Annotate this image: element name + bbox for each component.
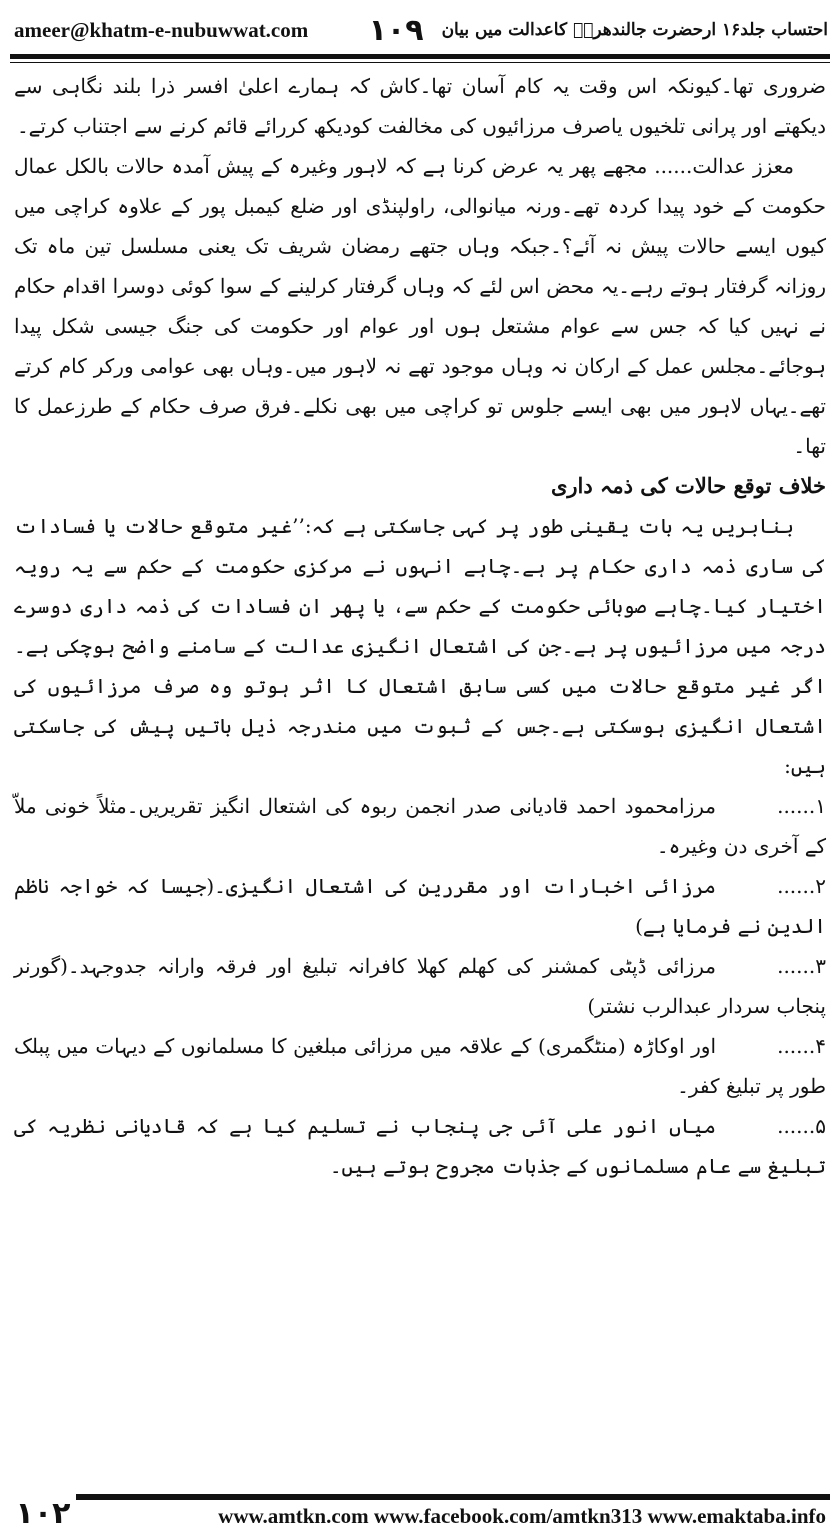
list-item-text: میاں انور علی آئی جی پنجاب نے تسلیم کیا ہے کہ قادیانی نظریہ کی تبلیغ سے عام مسلمانوں کے جذبات مجروح ہوتے ہیں۔ [14,1114,826,1178]
footer-links[interactable]: www.amtkn.com www.facebook.com/amtkn313 www.emaktaba.info [218,1503,826,1528]
page-footer [10,1492,830,1534]
list-item-number: ۲...... [777,874,826,898]
section-heading: خلاف توقع حالات کی ذمہ داری [550,473,826,498]
list-item [14,1026,826,1106]
paragraph-1: ضروری تھا۔کیونکہ اس وقت یہ کام آسان تھا۔کاش کہ ہمارے اعلیٰ افسر ذرا بلند نگاہی سے دیکھتے اور پرانی تلخیوں یاصرف مرزائیوں کی مخالفت کودیکھ کررائے قائم کرنے سے اجتناب کرتے۔ [14,74,826,138]
header-rule-thin [10,62,830,63]
footer-page-number: ۱۰۲ [15,1495,71,1531]
header-page-number: ۱۰۹ [368,12,424,48]
list-item-text: مرزائی ڈپٹی کمشنر کی کھلم کھلا کافرانہ تبلیغ اور فرقہ وارانہ جدوجہد۔(گورنر پنجاب سردار عبدالرب نشتر) [14,954,826,1018]
header-email: ameer@khatm-e-nubuwwat.com [14,17,309,42]
list-item-number: ۵...... [777,1114,826,1138]
header-title: احتساب جلد۱۶ ارحضرت جالندھریؒ کاعدالت میں بیان [441,20,828,40]
paragraph-3: بنابریں یہ بات یقینی طور پر کہی جاسکتی ہے کہ:’’غیر متوقع حالات یا فسادات کی ساری ذمہ داری حکام پر ہے۔چاہے انہوں نے مرکزی حکومت کے حکم سے یہ رویہ اختیار کیا۔چاہے صوبائی حکومت کے حکم سے، یا پھر ان فسادات کی ذمہ داری دوسرے درجہ میں مرزائیوں پر ہے۔جن کی اشتعال انگیزی عدالت کے سامنے واضح ہوچکی ہے۔اگر غیر متوقع حالات میں کسی سابق اشتعال کا اثر ہوتو وہ صرف مرزائیوں کی اشتعال انگیزی ہوسکتی ہے۔جس کے ثبوت میں مندرجہ ذیل باتیں پیش کی جاسکتی ہیں: [14,514,826,778]
list-item-number: ۳...... [777,954,826,978]
footer-band [76,1494,830,1532]
list-item-number: ۴...... [777,1034,826,1058]
paragraph-2: معزز عدالت...... مجھے پھر یہ عرض کرنا ہے کہ لاہور وغیرہ کے پیش آمدہ حالات بالکل عمال حکومت کے خود پیدا کردہ تھے۔ورنہ میانوالی، راولپنڈی اور ضلع کیمبل پور کے علاوہ کراچی میں کیوں ایسے حالات پیش نہ آئے؟۔جبکہ وہاں جتھے رمضان شریف تک یعنی مسلسل تین ماہ تک روزانہ گرفتار ہوتے رہے۔یہ محض اس لئے کہ وہاں گرفتار کرلینے کے سوا کوئی دوسرا اقدام حکام نے نہیں کیا کہ جس سے عوام مشتعل ہوں اور عوام اور حکومت کی جنگ جیسی شکل پیدا ہوجائے۔مجلس عمل کے ارکان نہ وہاں موجود تھے نہ لاہور میں۔وہاں بھی عوامی ورکر کام کرتے تھے۔یہاں لاہور میں بھی ایسے جلوس تو کراچی میں بھی نکلے۔فرق صرف حکام کے طرزعمل کا تھا۔ [14,154,826,458]
list-item-text: مرزامحمود احمد قادیانی صدر انجمن ربوہ کی اشتعال انگیز تقریریں۔مثلاً خونی ملاّ کے آخری دن وغیرہ۔ [14,794,826,858]
header-rule-thick [10,54,830,59]
list-item [14,866,826,946]
list-item-text: اور اوکاڑہ (منٹگمری) کے علاقہ میں مرزائی مبلغین کا مسلمانوں کے دیہات میں پبلک طور پر تبلیغ کفر۔ [14,1034,826,1098]
page-body [14,66,826,1186]
list-item [14,786,826,866]
list-item-text: مرزائی اخبارات اور مقررین کی اشتعال انگیزی۔(جیسا کہ خواجہ ناظم الدین نے فرمایا ہے) [14,874,826,938]
header-right [369,13,828,48]
list-item-number: ۱...... [777,794,826,818]
page-header [14,10,828,50]
list-item [14,1106,826,1186]
list-item [14,946,826,1026]
